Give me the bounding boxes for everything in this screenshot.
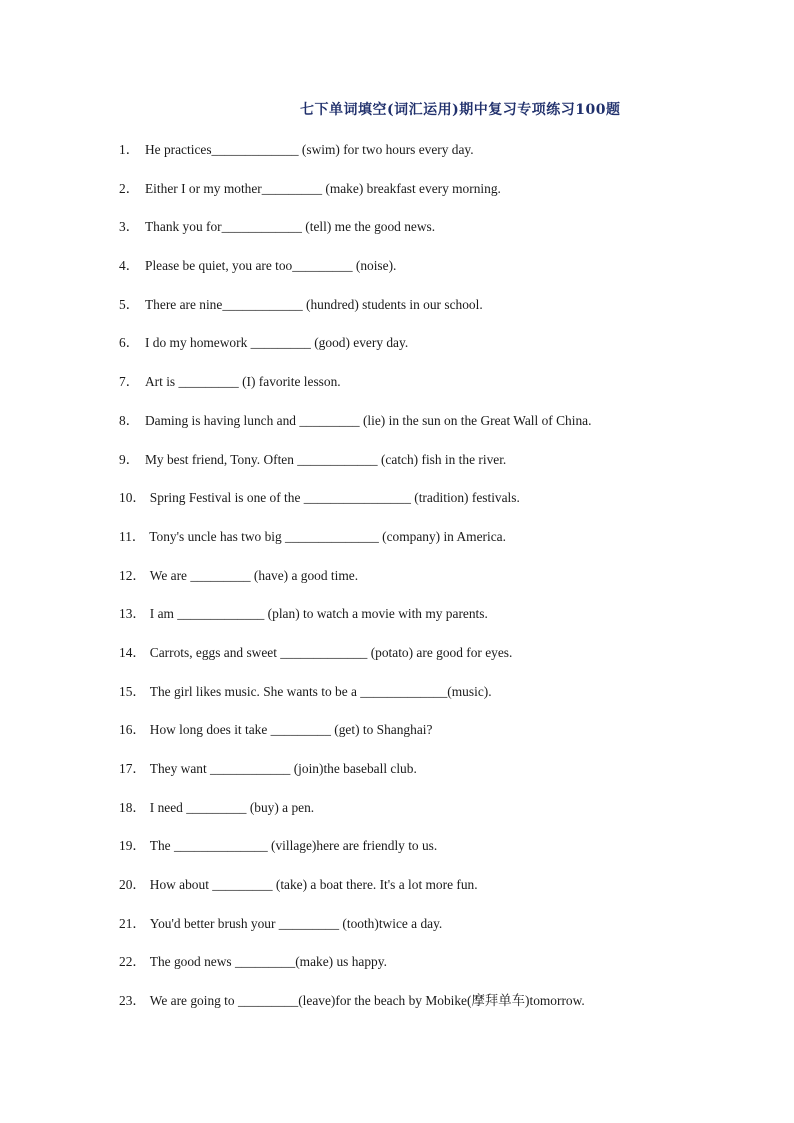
question-item (119, 218, 759, 257)
question-number: 23． (119, 993, 146, 1009)
question-text: We are going to _________(leave)for the beach by Mobike(摩拜单车)tomorrow. (149, 993, 585, 1009)
question-item (119, 644, 759, 683)
question-item (119, 180, 759, 219)
question-item (119, 528, 759, 567)
question-number: 11． (119, 528, 146, 544)
question-item (119, 953, 759, 992)
question-text: Carrots, eggs and sweet _____________ (potato) are good for eyes. (149, 644, 513, 660)
question-number: 13． (119, 606, 146, 622)
question-item (119, 489, 759, 528)
question-item (119, 567, 759, 606)
question-text: My best friend, Tony. Often ____________ (catch) fish in the river. (145, 451, 507, 467)
question-item (119, 334, 759, 373)
question-number: 20． (119, 877, 146, 893)
question-text: Spring Festival is one of the ________________ (tradition) festivals. (149, 490, 520, 506)
question-text: Please be quiet, you are too_________ (noise). (145, 258, 397, 274)
question-text: Daming is having lunch and _________ (lie) in the sun on the Great Wall of China. (145, 412, 592, 428)
question-text: We are _________ (have) a good time. (149, 567, 359, 583)
question-number: 15． (119, 683, 146, 699)
question-item (119, 760, 759, 799)
question-item (119, 451, 759, 490)
question-text: The good news _________(make) us happy. (149, 954, 387, 970)
question-item (119, 257, 759, 296)
question-number: 19． (119, 838, 146, 854)
question-text: I am _____________ (plan) to watch a movie with my parents. (149, 606, 488, 622)
question-item (119, 915, 759, 954)
question-item (119, 412, 759, 451)
question-number: 3． (119, 219, 140, 235)
question-text: He practices_____________ (swim) for two hours every day. (145, 142, 474, 157)
question-item (119, 992, 759, 1031)
question-number: 22． (119, 954, 146, 970)
question-text: How long does it take _________ (get) to Shanghai? (149, 722, 433, 738)
question-number: 18． (119, 799, 146, 815)
question-item (119, 876, 759, 915)
question-number: 4． (119, 258, 140, 274)
question-list (119, 141, 759, 1031)
question-number: 1． (119, 142, 140, 157)
question-number: 2． (119, 180, 140, 196)
question-number: 5． (119, 296, 140, 312)
question-text: They want ____________ (join)the baseball club. (149, 761, 417, 776)
question-item (119, 721, 759, 760)
question-item (119, 605, 759, 644)
question-text: Art is _________ (I) favorite lesson. (145, 374, 341, 390)
question-number: 10． (119, 490, 146, 506)
question-text: You'd better brush your _________ (tooth)twice a day. (149, 915, 443, 931)
question-item (119, 799, 759, 838)
question-item (119, 296, 759, 335)
question-item (119, 837, 759, 876)
question-number: 17． (119, 761, 146, 776)
question-item (119, 683, 759, 722)
question-text: I do my homework _________ (good) every day. (145, 335, 409, 351)
question-text: The girl likes music. She wants to be a _____________(music). (149, 683, 492, 699)
question-number: 16． (119, 722, 146, 738)
question-text: I need _________ (buy) a pen. (149, 799, 315, 815)
question-number: 6． (119, 335, 140, 351)
question-text: How about _________ (take) a boat there. It's a lot more fun. (149, 877, 478, 893)
document-title: 七下单词填空(词汇运用)期中复习专项练习100题 (300, 102, 621, 118)
question-number: 9． (119, 451, 140, 467)
question-number: 12． (119, 567, 146, 583)
question-item (119, 373, 759, 412)
question-item (119, 141, 759, 180)
question-number: 8． (119, 412, 140, 428)
question-text: The ______________ (village)here are friendly to us. (149, 838, 438, 854)
question-text: Tony's uncle has two big ______________ (company) in America. (149, 528, 506, 544)
question-text: Either I or my mother_________ (make) breakfast every morning. (145, 180, 501, 196)
question-number: 21． (119, 915, 146, 931)
question-text: Thank you for____________ (tell) me the good news. (145, 219, 436, 235)
question-text: There are nine____________ (hundred) students in our school. (145, 296, 483, 312)
question-number: 14． (119, 644, 146, 660)
question-number: 7． (119, 374, 140, 390)
